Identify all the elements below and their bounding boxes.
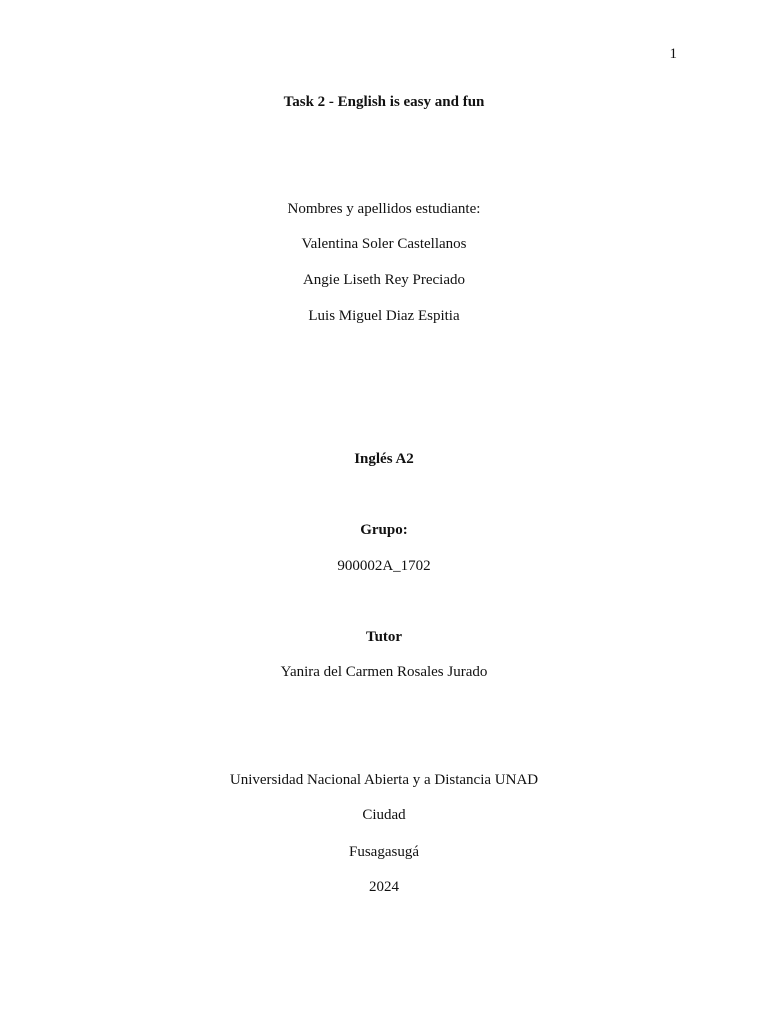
city-label: Ciudad bbox=[362, 807, 406, 823]
tutor-label: Tutor bbox=[365, 629, 403, 645]
course-name: Inglés A2 bbox=[354, 451, 414, 467]
document-title: Task 2 - English is easy and fun bbox=[283, 94, 485, 110]
students-label: Nombres y apellidos estudiante: bbox=[287, 201, 481, 217]
year: 2024 bbox=[369, 879, 399, 895]
university-name: Universidad Nacional Abierta y a Distancia UNAD bbox=[229, 772, 539, 788]
group-label: Grupo: bbox=[360, 522, 408, 538]
group-value: 900002A_1702 bbox=[337, 558, 431, 574]
page-number: 1 bbox=[669, 46, 677, 62]
student-name: Luis Miguel Diaz Espitia bbox=[308, 308, 460, 324]
student-name: Valentina Soler Castellanos bbox=[301, 236, 467, 252]
tutor-name: Yanira del Carmen Rosales Jurado bbox=[280, 664, 488, 680]
city-name: Fusagasugá bbox=[349, 844, 419, 860]
student-name: Angie Liseth Rey Preciado bbox=[302, 272, 466, 288]
